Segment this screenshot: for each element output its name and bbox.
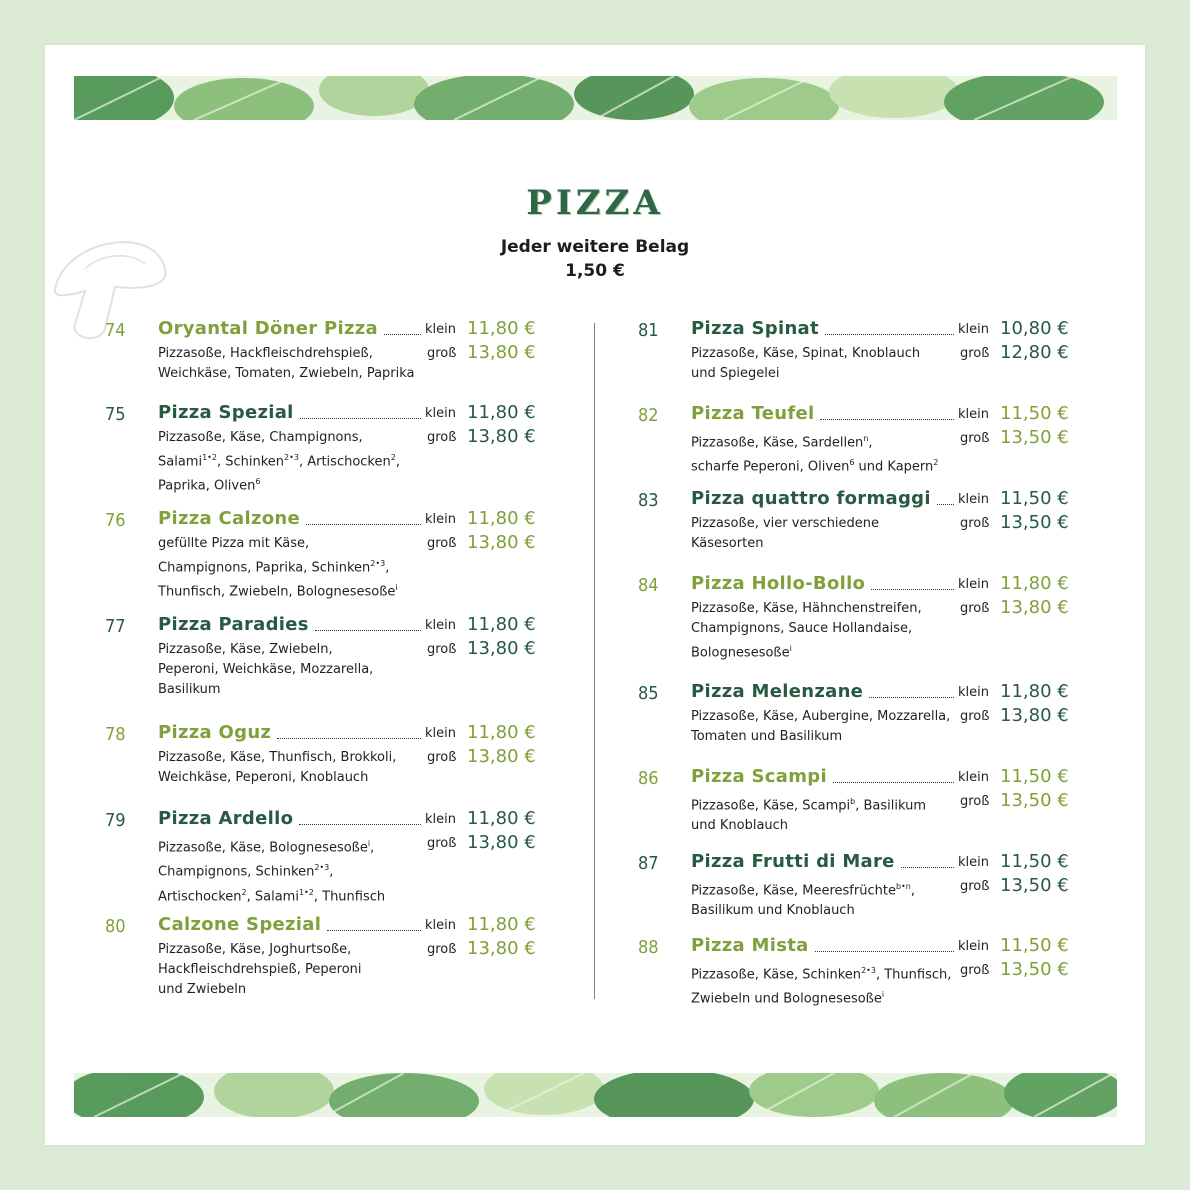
item-number: 75 bbox=[105, 404, 126, 425]
dotted-leader bbox=[871, 589, 954, 590]
item-name: Pizza Spinat bbox=[691, 318, 819, 339]
item-number: 87 bbox=[638, 853, 659, 874]
size-label-large: groß bbox=[427, 942, 457, 957]
item-description: Pizzasoße, Käse, Sardellen$^n$, scharfe Peperoni, Oliven$^6$ und Kapern$^2$ bbox=[691, 434, 939, 475]
item-name: Pizza Ardello bbox=[158, 808, 294, 829]
item-number: 78 bbox=[105, 724, 126, 745]
item-description: Pizzasoße, Käse, Aubergine, Mozzarella, Tomaten und Basilikum bbox=[691, 709, 951, 744]
menu-item bbox=[638, 851, 1088, 921]
item-name: Calzone Spezial bbox=[158, 914, 322, 935]
item-name: Pizza Teufel bbox=[691, 403, 815, 424]
item-number: 79 bbox=[105, 810, 126, 831]
item-name: Oryantal Döner Pizza bbox=[158, 318, 378, 339]
size-label-small: klein bbox=[958, 770, 989, 785]
item-name: Pizza Spezial bbox=[158, 402, 294, 423]
item-name: Pizza Frutti di Mare bbox=[691, 851, 895, 872]
item-description: Pizzasoße, Käse, Thunfisch, Brokkoli, Weichkäse, Peperoni, Knoblauch bbox=[158, 750, 397, 785]
price-small: 11,50 € bbox=[1000, 403, 1069, 424]
item-number: 83 bbox=[638, 490, 659, 511]
dotted-leader bbox=[299, 824, 421, 825]
price-small: 11,80 € bbox=[467, 914, 536, 935]
size-label-large: groß bbox=[960, 794, 990, 809]
item-name: Pizza Calzone bbox=[158, 508, 301, 529]
item-name: Pizza Hollo-Bollo bbox=[691, 573, 866, 594]
menu-item bbox=[638, 403, 1088, 473]
item-description: Pizzasoße, vier verschiedene Käsesorten bbox=[691, 516, 880, 551]
menu-item bbox=[105, 722, 555, 798]
item-description: Pizzasoße, Käse, Spinat, Knoblauch und Spiegelei bbox=[691, 346, 921, 381]
item-description: Pizzasoße, Käse, Joghurtsoße, Hackfleischdrehspieß, Peperoni und Zwiebeln bbox=[158, 942, 362, 997]
item-name: Pizza quattro formaggi bbox=[691, 488, 931, 509]
extra-topping-label: Jeder weitere Belag bbox=[500, 237, 690, 257]
item-description: gefüllte Pizza mit Käse, Champignons, Paprika, Schinken$^{2•3}$, Thunfisch, Zwiebeln, Bolognesesoße$^i$ bbox=[158, 536, 398, 600]
dotted-leader bbox=[300, 418, 421, 419]
item-description: Pizzasoße, Käse, Meeresfrüchte$^{b•n}$, Basilikum und Knoblauch bbox=[691, 882, 915, 919]
dotted-leader bbox=[937, 504, 954, 505]
size-label-small: klein bbox=[425, 512, 456, 527]
price-large: 12,80 € bbox=[1000, 342, 1069, 363]
menu-item bbox=[105, 318, 555, 388]
price-large: 13,80 € bbox=[467, 426, 536, 447]
size-label-small: klein bbox=[425, 726, 456, 741]
size-label-small: klein bbox=[425, 322, 456, 337]
menu-page bbox=[45, 45, 1145, 1145]
page-title: PIZZA bbox=[526, 183, 664, 223]
price-large: 13,80 € bbox=[467, 746, 536, 767]
size-label-large: groß bbox=[960, 346, 990, 361]
size-label-small: klein bbox=[425, 812, 456, 827]
item-description: Pizzasoße, Käse, Schinken$^{2•3}$, Thunfisch, Zwiebeln und Bolognesesoße$^i$ bbox=[691, 966, 952, 1007]
price-large: 13,50 € bbox=[1000, 427, 1069, 448]
dotted-leader bbox=[833, 782, 954, 783]
size-label-small: klein bbox=[425, 406, 456, 421]
size-label-small: klein bbox=[425, 918, 456, 933]
item-description: Pizzasoße, Käse, Hähnchenstreifen, Champignons, Sauce Hollandaise, Bolognesesoße$^i$ bbox=[691, 601, 922, 661]
size-label-large: groß bbox=[960, 963, 990, 978]
item-description: Pizzasoße, Käse, Scampi$^b$, Basilikum und Knoblauch bbox=[691, 797, 927, 834]
menu-item bbox=[638, 766, 1088, 836]
price-small: 11,80 € bbox=[1000, 681, 1069, 702]
price-small: 11,50 € bbox=[1000, 766, 1069, 787]
menu-item bbox=[105, 402, 555, 498]
item-number: 88 bbox=[638, 937, 659, 958]
price-large: 13,80 € bbox=[467, 938, 536, 959]
price-small: 11,80 € bbox=[467, 402, 536, 423]
menu-item bbox=[105, 914, 555, 997]
price-large: 13,50 € bbox=[1000, 790, 1069, 811]
item-number: 82 bbox=[638, 405, 659, 426]
price-small: 11,80 € bbox=[467, 722, 536, 743]
price-large: 13,80 € bbox=[467, 832, 536, 853]
price-small: 11,50 € bbox=[1000, 935, 1069, 956]
item-number: 76 bbox=[105, 510, 126, 531]
dotted-leader bbox=[820, 419, 954, 420]
size-label-small: klein bbox=[958, 407, 989, 422]
item-number: 85 bbox=[638, 683, 659, 704]
dotted-leader bbox=[869, 697, 954, 698]
item-description: Pizzasoße, Käse, Zwiebeln, Peperoni, Weichkäse, Mozzarella, Basilikum bbox=[158, 642, 374, 697]
item-description: Pizzasoße, Hackfleischdrehspieß, Weichkäse, Tomaten, Zwiebeln, Paprika bbox=[158, 346, 415, 381]
price-small: 11,80 € bbox=[1000, 573, 1069, 594]
item-number: 77 bbox=[105, 616, 126, 637]
dotted-leader bbox=[901, 867, 954, 868]
size-label-small: klein bbox=[958, 939, 989, 954]
price-large: 13,50 € bbox=[1000, 512, 1069, 533]
menu-item bbox=[638, 488, 1088, 558]
size-label-large: groß bbox=[427, 750, 457, 765]
price-small: 11,50 € bbox=[1000, 851, 1069, 872]
dotted-leader bbox=[825, 334, 954, 335]
menu-item bbox=[105, 808, 555, 904]
palm-leaf-banner-bottom bbox=[74, 1073, 1117, 1117]
price-large: 13,80 € bbox=[1000, 597, 1069, 618]
extra-topping-note bbox=[45, 235, 1145, 283]
menu-item bbox=[638, 573, 1088, 669]
menu-item bbox=[105, 508, 555, 604]
item-number: 86 bbox=[638, 768, 659, 789]
size-label-small: klein bbox=[958, 577, 989, 592]
item-number: 80 bbox=[105, 916, 126, 937]
price-small: 11,80 € bbox=[467, 614, 536, 635]
menu-item bbox=[638, 935, 1088, 1005]
price-small: 10,80 € bbox=[1000, 318, 1069, 339]
dotted-leader bbox=[315, 630, 421, 631]
size-label-large: groß bbox=[960, 879, 990, 894]
extra-topping-price: 1,50 € bbox=[565, 261, 625, 281]
size-label-small: klein bbox=[425, 618, 456, 633]
size-label-large: groß bbox=[960, 601, 990, 616]
item-name: Pizza Mista bbox=[691, 935, 809, 956]
item-number: 74 bbox=[105, 320, 126, 341]
price-small: 11,80 € bbox=[467, 318, 536, 339]
size-label-large: groß bbox=[427, 430, 457, 445]
size-label-large: groß bbox=[960, 516, 990, 531]
menu-item bbox=[638, 318, 1088, 388]
item-name: Pizza Melenzane bbox=[691, 681, 864, 702]
dotted-leader bbox=[384, 334, 421, 335]
dotted-leader bbox=[327, 930, 421, 931]
size-label-large: groß bbox=[427, 346, 457, 361]
price-large: 13,50 € bbox=[1000, 959, 1069, 980]
item-number: 84 bbox=[638, 575, 659, 596]
item-number: 81 bbox=[638, 320, 659, 341]
size-label-small: klein bbox=[958, 685, 989, 700]
price-large: 13,50 € bbox=[1000, 875, 1069, 896]
palm-leaf-banner-top bbox=[74, 76, 1117, 120]
menu-item bbox=[105, 614, 555, 710]
item-name: Pizza Paradies bbox=[158, 614, 309, 635]
column-divider bbox=[594, 323, 595, 999]
dotted-leader bbox=[306, 524, 421, 525]
item-description: Pizzasoße, Käse, Bolognesesoße$^i$, Champignons, Schinken$^{2•3}$, Artischocken$^2$, Salami$^{1•2}$, Thunfisch bbox=[158, 839, 386, 904]
menu-item bbox=[638, 681, 1088, 751]
size-label-small: klein bbox=[958, 322, 989, 337]
price-large: 13,80 € bbox=[1000, 705, 1069, 726]
size-label-small: klein bbox=[958, 492, 989, 507]
item-name: Pizza Scampi bbox=[691, 766, 827, 787]
dotted-leader bbox=[815, 951, 954, 952]
price-small: 11,80 € bbox=[467, 508, 536, 529]
size-label-large: groß bbox=[427, 536, 457, 551]
size-label-large: groß bbox=[427, 836, 457, 851]
item-name: Pizza Oguz bbox=[158, 722, 272, 743]
dotted-leader bbox=[277, 738, 421, 739]
size-label-large: groß bbox=[427, 642, 457, 657]
item-description: Pizzasoße, Käse, Champignons, Salami$^{1•2}$, Schinken$^{2•3}$, Artischocken$^2$, Paprika, Oliven$^6$ bbox=[158, 430, 400, 494]
price-large: 13,80 € bbox=[467, 342, 536, 363]
size-label-small: klein bbox=[958, 855, 989, 870]
price-large: 13,80 € bbox=[467, 532, 536, 553]
price-large: 13,80 € bbox=[467, 638, 536, 659]
price-small: 11,80 € bbox=[467, 808, 536, 829]
price-small: 11,50 € bbox=[1000, 488, 1069, 509]
size-label-large: groß bbox=[960, 709, 990, 724]
size-label-large: groß bbox=[960, 431, 990, 446]
